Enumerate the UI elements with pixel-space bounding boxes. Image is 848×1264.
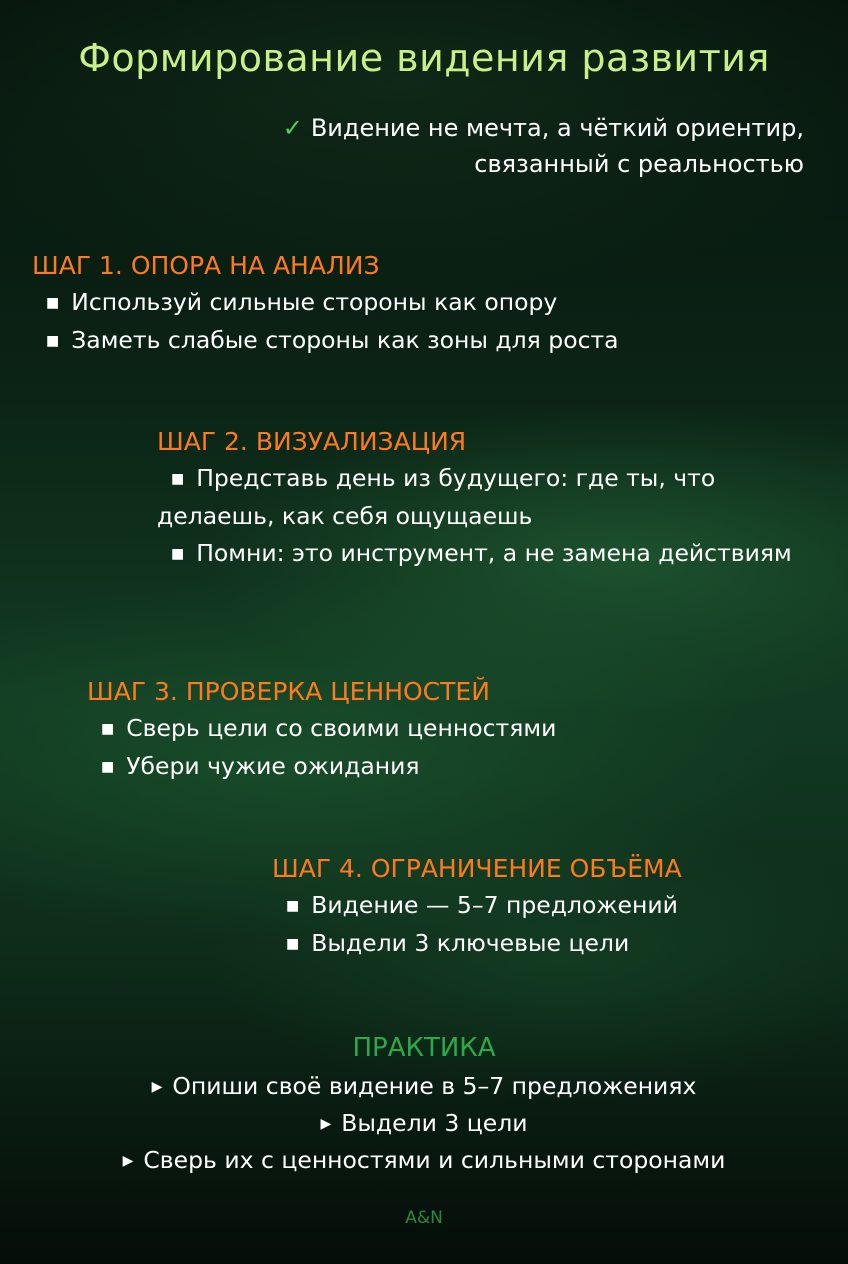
practice-item	[0, 1142, 848, 1180]
page-title: Формирование видения развития	[78, 36, 770, 80]
list-item-text: Заметь слабые стороны как зоны для роста	[71, 326, 619, 354]
bullet-icon: ■	[46, 333, 60, 349]
practice-item	[0, 1068, 848, 1106]
bullet-icon: ■	[171, 471, 185, 487]
triangle-bullet-icon: ▶	[151, 1079, 163, 1095]
step-title: ШАГ 4. ОГРАНИЧЕНИЕ ОБЪЁМА	[272, 854, 682, 883]
list-item-text: Выдели 3 ключевые цели	[311, 929, 630, 957]
step-3	[87, 674, 556, 786]
bullet-icon: ■	[101, 759, 115, 775]
practice-item	[0, 1105, 848, 1143]
step-2	[157, 424, 827, 573]
step-title: ШАГ 2. ВИЗУАЛИЗАЦИЯ	[157, 427, 467, 456]
subtitle-text: Видение не мечта, а чёткий ориентир, связанный с реальностью	[310, 114, 804, 178]
practice-title: ПРАКТИКА	[352, 1033, 496, 1063]
footer-brand: A&N	[405, 1208, 443, 1228]
list-item-text: Видение — 5–7 предложений	[311, 891, 678, 919]
practice-item-text: Выдели 3 цели	[341, 1109, 528, 1137]
bullet-icon: ■	[46, 295, 60, 311]
list-item-text: Используй сильные стороны как опору	[71, 288, 558, 316]
subtitle	[164, 110, 804, 182]
step-1	[32, 248, 619, 360]
step-title: ШАГ 3. ПРОВЕРКА ЦЕННОСТЕЙ	[87, 677, 490, 706]
practice-item-text: Сверь их с ценностями и сильными сторонами	[143, 1146, 726, 1174]
list-item	[32, 322, 619, 360]
list-item-text: Представь день из будущего: где ты, что делаешь, как себя ощущаешь	[157, 464, 716, 530]
step-4	[272, 851, 682, 963]
list-item	[272, 925, 682, 963]
list-item	[157, 535, 827, 573]
triangle-bullet-icon: ▶	[122, 1153, 134, 1169]
triangle-bullet-icon: ▶	[320, 1116, 332, 1132]
list-item	[272, 887, 682, 925]
bullet-icon: ■	[171, 546, 185, 562]
list-item	[157, 460, 827, 535]
list-item	[32, 284, 619, 322]
list-item-text: Сверь цели со своими ценностями	[126, 714, 557, 742]
checkmark-icon: ✓	[282, 114, 303, 142]
list-item-text: Помни: это инструмент, а не замена действиям	[196, 539, 792, 567]
list-item	[87, 710, 556, 748]
practice-item-text: Опиши своё видение в 5–7 предложениях	[172, 1072, 697, 1100]
step-title: ШАГ 1. ОПОРА НА АНАЛИЗ	[32, 251, 380, 280]
list-item	[87, 748, 556, 786]
bullet-icon: ■	[286, 898, 300, 914]
bullet-icon: ■	[286, 936, 300, 952]
bullet-icon: ■	[101, 721, 115, 737]
list-item-text: Убери чужие ожидания	[126, 752, 420, 780]
